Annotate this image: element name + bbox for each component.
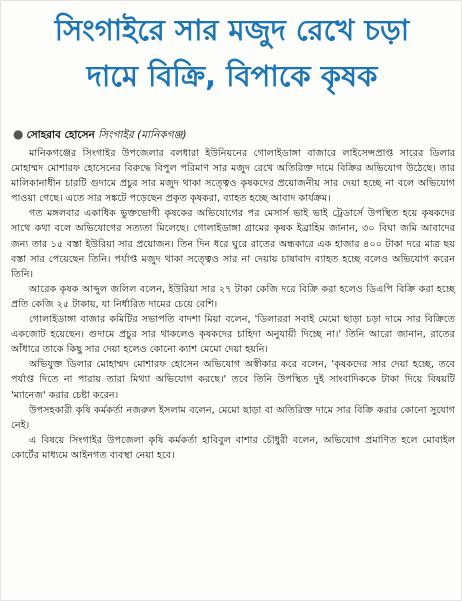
- paragraph-7: এ বিষয়ে সিংগাইর উপজেলা কৃষি কর্মকর্তা হাবিবুল বাশার চৌধুরী বলেন, অভিযোগ প্রমাণিত হলে মোবাইল কোর্টের মাধ্যমে আইনগত ব্যবস্থা নেয়া হবে।: [11, 434, 455, 461]
- byline: [13, 127, 453, 142]
- paragraph-3: আরেক কৃষক আব্দুল জলিল বলেন, ইউরিয়া সার ২৭ টাকা কেজি দরে বিক্রি করা হলেও ডিএপি বিক্রি করা হচ্ছে প্রতি কেজি ২৫ টাকায়, যা নির্ধারিত দামের চেয়ে বেশি।: [11, 283, 455, 310]
- paragraph-1: মানিকগঞ্জের সিংগাইর উপজেলার বলধারা ইউনিয়নের গোলাইডাঙ্গা বাজারে লাইসেন্সপ্রাপ্ত সারের ডিলার মোহাম্মদ মোশারফ হোসেনের বিরুদ্ধে বিপুল পরিমাণ সার মজুদ রেখে অতিরিক্ত দামে বিক্রির অভিযোগ উঠেছে। তার মালিকানাধীন চারটি গুদামে প্রচুর সার মজুদ থাকা সত্ত্বেও কৃষকদের প্রয়োজনীয় সার দেয়া হচ্ছে না বলে অভিযোগ পাওয়া গেছে। এতে সার সঙ্কটে পড়েছেন প্রকৃত কৃষকরা, ব্যাহত হচ্ছে আবাদ কার্যক্রম।: [11, 148, 455, 205]
- paragraph-6: উপসহকারী কৃষি কর্মকর্তা নজরুল ইসলাম বলেন, মেমো ছাড়া বা অতিরিক্ত দামে সার বিক্রি করার কোনো সুযোগ নেই।: [11, 404, 455, 431]
- byline-place: সিংগাইর (মানিকগঞ্জ): [98, 129, 187, 141]
- paragraph-2: গত মঙ্গলবার একাধিক ভুক্তভোগী কৃষকের অভিযোগের পর মেসার্স ভাই ভাই ট্রেডার্সে উপস্থিত হয়ে কৃষকদের সাথে কথা বলে অভিযোগের সত্যতা মিলেছে। গোলাইডাঙ্গা গ্রামের কৃষক ইব্রাহিম জানান, ৩০ বিঘা জমি আবাদের জন্য তার ১৫ বস্তা ইউরিয়া সার প্রয়োজন। তিন দিন ধরে ঘুরে রাতের অন্ধকারে এক হাজার ৪০০ টাকা দরে মাত্র ছয় বস্তা সার পেয়েছেন তিনি। পর্যাপ্ত মজুদ থাকা সত্ত্বেও সার না দেয়ায় চাষাবাদ ব্যাহত হচ্ছে বলেও অভিযোগ করেন তিনি।: [11, 208, 455, 280]
- article-body: [11, 146, 455, 463]
- paragraph-5: অভিযুক্ত ডিলার মোহাম্মদ মোশারফ হোসেন অভিযোগ অস্বীকার করে বলেন, 'কৃষকদের সার দেয়া হচ্ছে, তবে পর্যাপ্ত দিতে না পারায় তারা মিথ্যা অভিযোগ করছে।' তবে তিনি উপস্থিত দুই সাংবাদিককে টাকা দিয়ে বিষয়টি 'ম্যানেজ' করার চেষ্টা করেন।: [11, 359, 455, 401]
- headline: [11, 7, 453, 99]
- paragraph-4: গোলাইডাঙ্গা বাজার কমিটির সভাপতি বাদশা মিয়া বলেন, 'ডিলাররা সবাই মেমো ছাড়া চড়া দামে সার বিক্রিতে একজোট হয়েছেন। গুদামে প্রচুর সার থাকলেও কৃষকদের চাহিদা অনুযায়ী দিচ্ছে না।' তিনি আরো জানান, রাতের আঁধারে তাকে কিছু সার দেয়া হলেও কোনো ক্যাশ মেমো দেয়া হয়নি।: [11, 314, 455, 356]
- bullet-icon: ●: [13, 127, 24, 141]
- byline-author: সোহরাব হোসেন: [26, 129, 95, 141]
- headline-line-1: সিংগাইরে সার মজুদ রেখে চড়া: [54, 13, 410, 47]
- headline-line-2: দামে বিক্রি, বিপাকে কৃষক: [86, 59, 378, 93]
